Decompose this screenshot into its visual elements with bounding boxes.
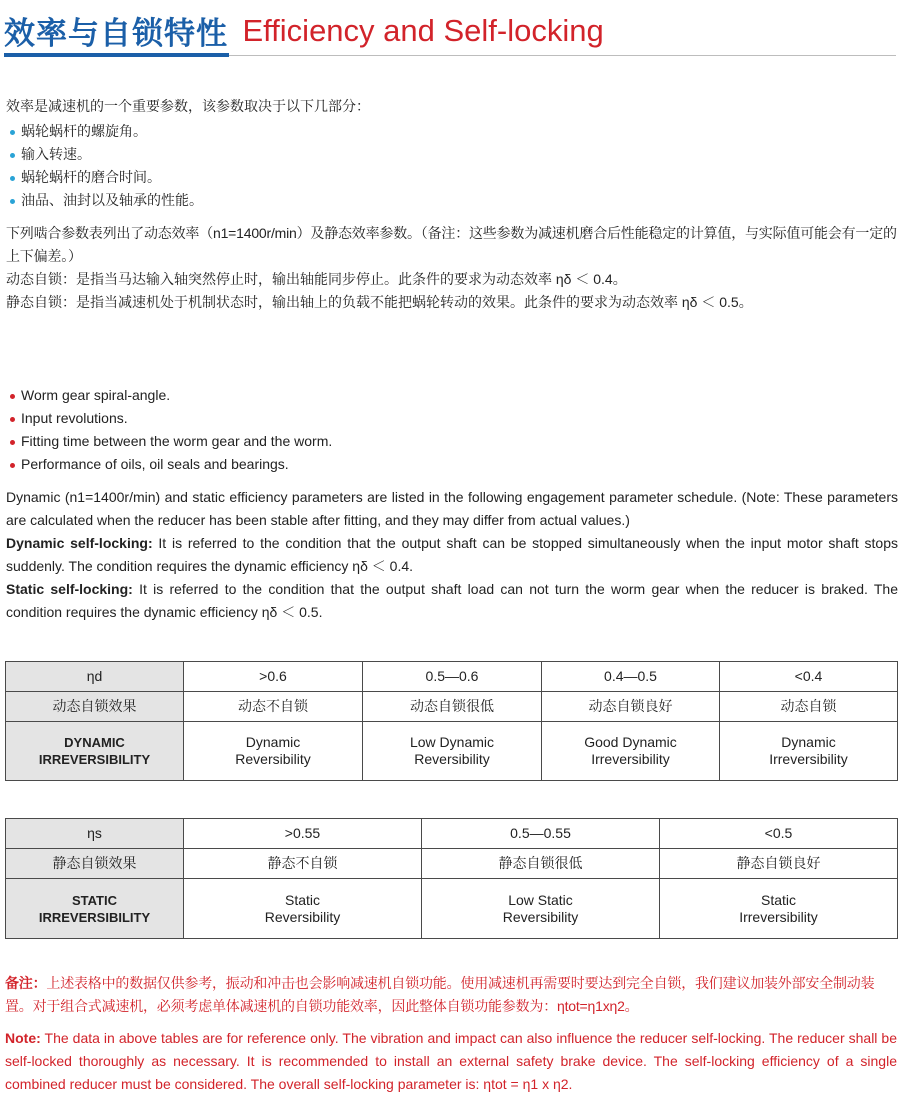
list-item: Worm gear spiral-angle. (6, 384, 898, 407)
cell-line: IRREVERSIBILITY (38, 752, 151, 767)
table-cell: 动态自锁效果 (6, 692, 184, 722)
note-chinese (5, 972, 900, 1018)
cn-paragraph-static: 静态自锁：是指当减速机处于机制状态时，输出轴上的负载不能把蜗轮转动的效果。此条件的要求为动态效率 ηδ ＜ 0.5。 (6, 294, 753, 310)
table-cell: 0.4—0.5 (542, 662, 720, 692)
list-item: 蜗轮蜗杆的磨合时间。 (6, 166, 898, 189)
table-cell: 动态不自锁 (184, 692, 363, 722)
list-item: Performance of oils, oil seals and bearings. (6, 453, 898, 476)
table-cell: ηs (6, 819, 184, 849)
table-cell: 静态自锁效果 (6, 849, 184, 879)
dynamic-self-locking-text: It is referred to the condition that the output shaft can be stopped simultaneously when the input motor shaft stops suddenly. The condition requires the dynamic efficiency ηδ ＜ 0.4. (6, 535, 898, 574)
dynamic-efficiency-table (5, 661, 898, 781)
header-divider (229, 55, 896, 56)
header-accent-rule (4, 53, 229, 57)
note-english (5, 1027, 897, 1096)
cn-intro: 效率是减速机的一个重要参数，该参数取决于以下几部分： (6, 98, 370, 114)
en-bullet-list (6, 384, 898, 476)
note-text-cn: 上述表格中的数据仅供参考，振动和冲击也会影响减速机自锁功能。使用减速机再需要时要达到完全自锁，我们建议加装外部安全制动装置。对于组合式减速机，必须考虑单体减速机的自锁功能效率，因此整体自锁功能参数为：ηtot=η1xη2。 (5, 975, 875, 1014)
table-cell: 动态自锁很低 (363, 692, 542, 722)
table-cell: 静态自锁良好 (660, 849, 898, 879)
table-cell (542, 722, 720, 781)
cell-line: STATIC (71, 892, 117, 908)
table-cell: 静态自锁很低 (422, 849, 660, 879)
list-item: 蜗轮蜗杆的螺旋角。 (6, 120, 898, 143)
cell-line: Reversibility (502, 908, 579, 925)
table-cell: 动态自锁 (720, 692, 898, 722)
cell-line: Low Dynamic (409, 734, 495, 750)
static-self-locking-label: Static self-locking: (6, 581, 133, 597)
cell-line: Reversibility (414, 751, 490, 767)
cell-line: Good Dynamic (584, 734, 677, 750)
en-paragraph-static (6, 578, 898, 624)
cn-bullet-list (6, 120, 898, 212)
table-cell (6, 879, 184, 939)
cell-line: Reversibility (264, 908, 341, 925)
cell-line: Static (760, 891, 796, 908)
table-cell: >0.55 (184, 819, 422, 849)
cell-line: DYNAMIC (64, 735, 125, 750)
table-row (6, 662, 898, 692)
table-cell: <0.5 (660, 819, 898, 849)
table-row (6, 849, 898, 879)
table-cell (184, 722, 363, 781)
table-row (6, 879, 898, 939)
list-item: Fitting time between the worm gear and the worm. (6, 430, 898, 453)
cell-line: Static (284, 891, 320, 908)
cell-line: Low Static (508, 891, 573, 908)
page-header (4, 8, 604, 51)
cell-line: Irreversibility (739, 908, 818, 925)
static-efficiency-table (5, 818, 898, 939)
cell-line: IRREVERSIBILITY (38, 909, 151, 925)
dynamic-self-locking-label: Dynamic self-locking: (6, 535, 153, 551)
note-label-en: Note: (5, 1030, 41, 1046)
cn-paragraph-dynamic: 动态自锁：是指当马达输入轴突然停止时，输出轴能同步停止。此条件的要求为动态效率 ηδ ＜ 0.4。 (6, 271, 627, 287)
table-row (6, 722, 898, 781)
cn-paragraph-parameters: 下列啮合参数表列出了动态效率（n1=1400r/min）及静态效率参数。（备注：这些参数为减速机磨合后性能稳定的计算值，与实际值可能会有一定的上下偏差。） (6, 225, 897, 264)
note-label-cn: 备注： (5, 975, 47, 991)
en-paragraph-dynamic (6, 532, 898, 578)
table-cell (6, 722, 184, 781)
table-cell (422, 879, 660, 939)
table-cell: 动态自锁良好 (542, 692, 720, 722)
table-cell: 0.5—0.55 (422, 819, 660, 849)
cell-line: Irreversibility (591, 751, 670, 767)
table-cell (184, 879, 422, 939)
table-cell: 0.5—0.6 (363, 662, 542, 692)
note-text-en: The data in above tables are for reference only. The vibration and impact can also influence the reducer self-locking. The reducer shall be self-locked thoroughly as necessary. It is recommended to install an external safety brake device. The self-locking efficiency of a single combined reducer must be considered. The overall self-locking parameter is: ηtot = η1 x η2. (5, 1030, 897, 1092)
cell-line: Dynamic (781, 734, 836, 750)
title-chinese: 效率与自锁特性 (4, 16, 228, 51)
cell-line: Reversibility (235, 751, 311, 767)
table-row (6, 819, 898, 849)
table-cell (720, 722, 898, 781)
title-english: Efficiency and Self-locking (242, 12, 604, 48)
table-cell (363, 722, 542, 781)
list-item: 输入转速。 (6, 143, 898, 166)
cell-line: Dynamic (245, 734, 301, 750)
static-self-locking-text: It is referred to the condition that the output shaft load can not turn the worm gear when the reducer is braked. The condition requires the dynamic efficiency ηδ ＜ 0.5. (6, 581, 899, 620)
table-cell: 静态不自锁 (184, 849, 422, 879)
table-cell (660, 879, 898, 939)
table-cell: ηd (6, 662, 184, 692)
table-cell: <0.4 (720, 662, 898, 692)
list-item: 油品、油封以及轴承的性能。 (6, 189, 898, 212)
table-row (6, 692, 898, 722)
cell-line: Irreversibility (769, 751, 848, 767)
list-item: Input revolutions. (6, 407, 898, 430)
table-cell: >0.6 (184, 662, 363, 692)
en-paragraph-parameters: Dynamic (n1=1400r/min) and static efficiency parameters are listed in the following engagement parameter schedule. (Note: These parameters are calculated when the reducer has been stable after fitting, and they may differ from actual values.) (6, 489, 898, 528)
